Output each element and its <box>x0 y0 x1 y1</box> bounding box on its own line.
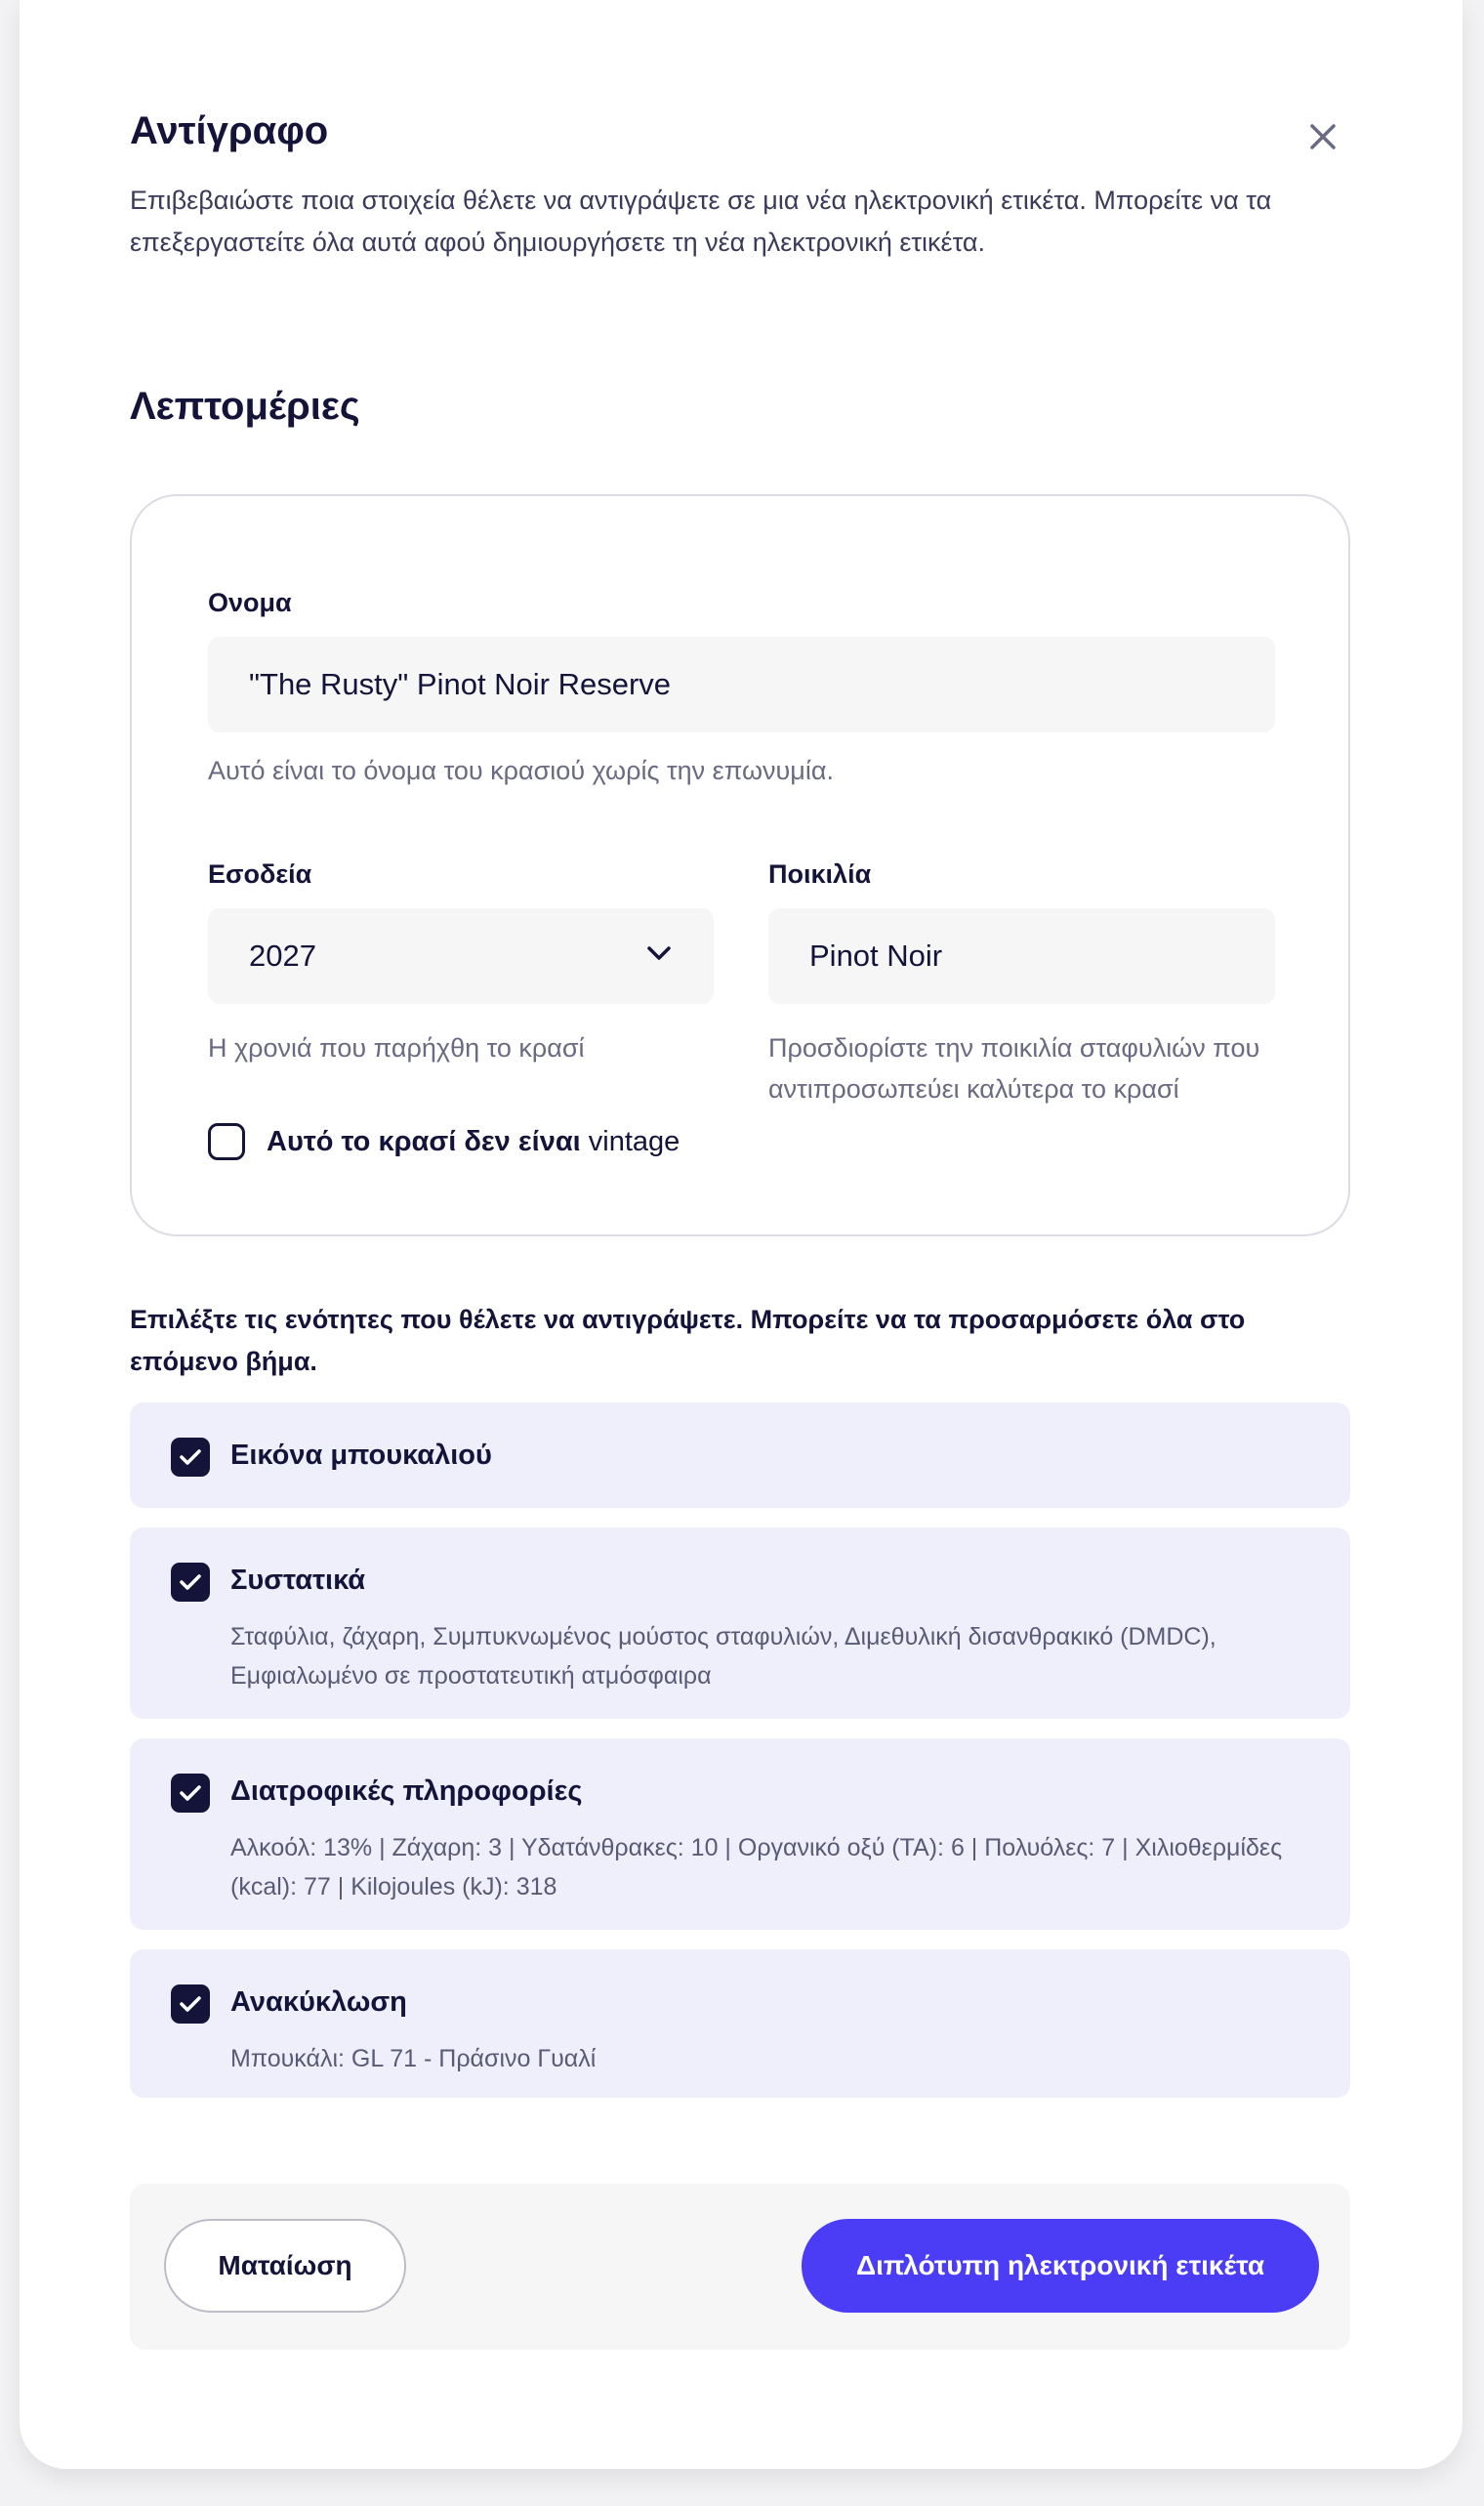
name-value: "The Rusty" Pinot Noir Reserve <box>249 667 672 701</box>
check-icon <box>178 1571 203 1593</box>
nutrition-checkbox[interactable] <box>171 1774 210 1813</box>
section-option-nutrition[interactable] <box>130 1738 1350 1930</box>
bottle-image-checkbox[interactable] <box>171 1438 210 1477</box>
variety-help: Προσδιορίστε την ποικιλία σταφυλιών που αντιπροσωπεύει καλύτερα το κρασί <box>768 1033 1260 1104</box>
name-help: Αυτό είναι το όνομα του κρασιού χωρίς την επωνυμία. <box>208 756 834 785</box>
variety-label: Ποικιλία <box>768 859 872 889</box>
vintage-help: Η χρονιά που παρήχθη το κρασί <box>208 1033 585 1063</box>
vintage-select[interactable] <box>208 908 714 1004</box>
non-vintage-checkbox-row[interactable] <box>208 1123 680 1160</box>
section-option-recycling[interactable] <box>130 1949 1350 2098</box>
duplicate-label-button[interactable]: Διπλότυπη ηλεκτρονική ετικέτα <box>802 2219 1319 2313</box>
section-option-title: Εικόνα μπουκαλιού <box>230 1440 492 1471</box>
variety-value: Pinot Noir <box>809 939 943 973</box>
check-icon <box>178 1446 203 1468</box>
ingredients-checkbox[interactable] <box>171 1563 210 1602</box>
name-label: Ονομα <box>208 588 292 617</box>
non-vintage-checkbox[interactable] <box>208 1123 245 1160</box>
sections-intro: Επιλέξτε τις ενότητες που θέλετε να αντιγράψετε. Μπορείτε να τα προσαρμόσετε όλα στο επόμενο βήμα. <box>130 1305 1246 1376</box>
variety-input[interactable] <box>768 908 1275 1004</box>
recycling-checkbox[interactable] <box>171 1984 210 2024</box>
dialog-subtitle: Επιβεβαιώστε ποια στοιχεία θέλετε να αντιγράψετε σε μια νέα ηλεκτρονική ετικέτα. Μπορείτε να τα επεξεργαστείτε όλα αυτά αφού δημιουργήσετε τη νέα ηλεκτρονική ετικέτα. <box>130 186 1272 257</box>
details-section-title: Λεπτομέριες <box>130 385 360 428</box>
vintage-label: Εσοδεία <box>208 859 312 889</box>
chevron-down-icon <box>645 943 673 963</box>
check-icon <box>178 1782 203 1804</box>
non-vintage-label: Αυτό το κρασί δεν είναι vintage <box>267 1125 680 1157</box>
section-option-title: Ανακύκλωση <box>230 1986 407 2018</box>
section-option-title: Συστατικά <box>230 1565 366 1596</box>
duplicate-dialog <box>20 0 1463 2469</box>
dialog-title: Αντίγραφο <box>130 109 329 152</box>
cancel-button[interactable]: Ματαίωση <box>164 2219 406 2313</box>
section-option-title: Διατροφικές πληροφορίες <box>230 1775 583 1807</box>
details-card <box>130 494 1350 1236</box>
check-icon <box>178 1993 203 2015</box>
section-option-description: Σταφύλια, ζάχαρη, Συμπυκνωμένος μούστος σταφυλιών, Διμεθυλική δισανθρακικό (DMDC), Εμφιαλωμένο σε προστατευτική ατμόσφαιρα <box>230 1623 1216 1690</box>
name-input[interactable] <box>208 637 1275 732</box>
section-option-ingredients[interactable] <box>130 1527 1350 1719</box>
dialog-footer <box>130 2184 1350 2350</box>
section-option-description: Αλκοόλ: 13% | Ζάχαρη: 3 | Υδατάνθρακες: 10 | Οργανικό οξύ (TA): 6 | Πολυόλες: 7 | Χιλιοθερμίδες (kcal): 77 | Kilojoules (kJ): 318 <box>230 1834 1283 1900</box>
section-option-description: Μπουκάλι: GL 71 - Πράσινο Γυαλί <box>230 2045 597 2072</box>
section-option-bottle-image[interactable] <box>130 1402 1350 1508</box>
close-icon[interactable] <box>1303 117 1342 156</box>
vintage-value: 2027 <box>249 939 316 973</box>
